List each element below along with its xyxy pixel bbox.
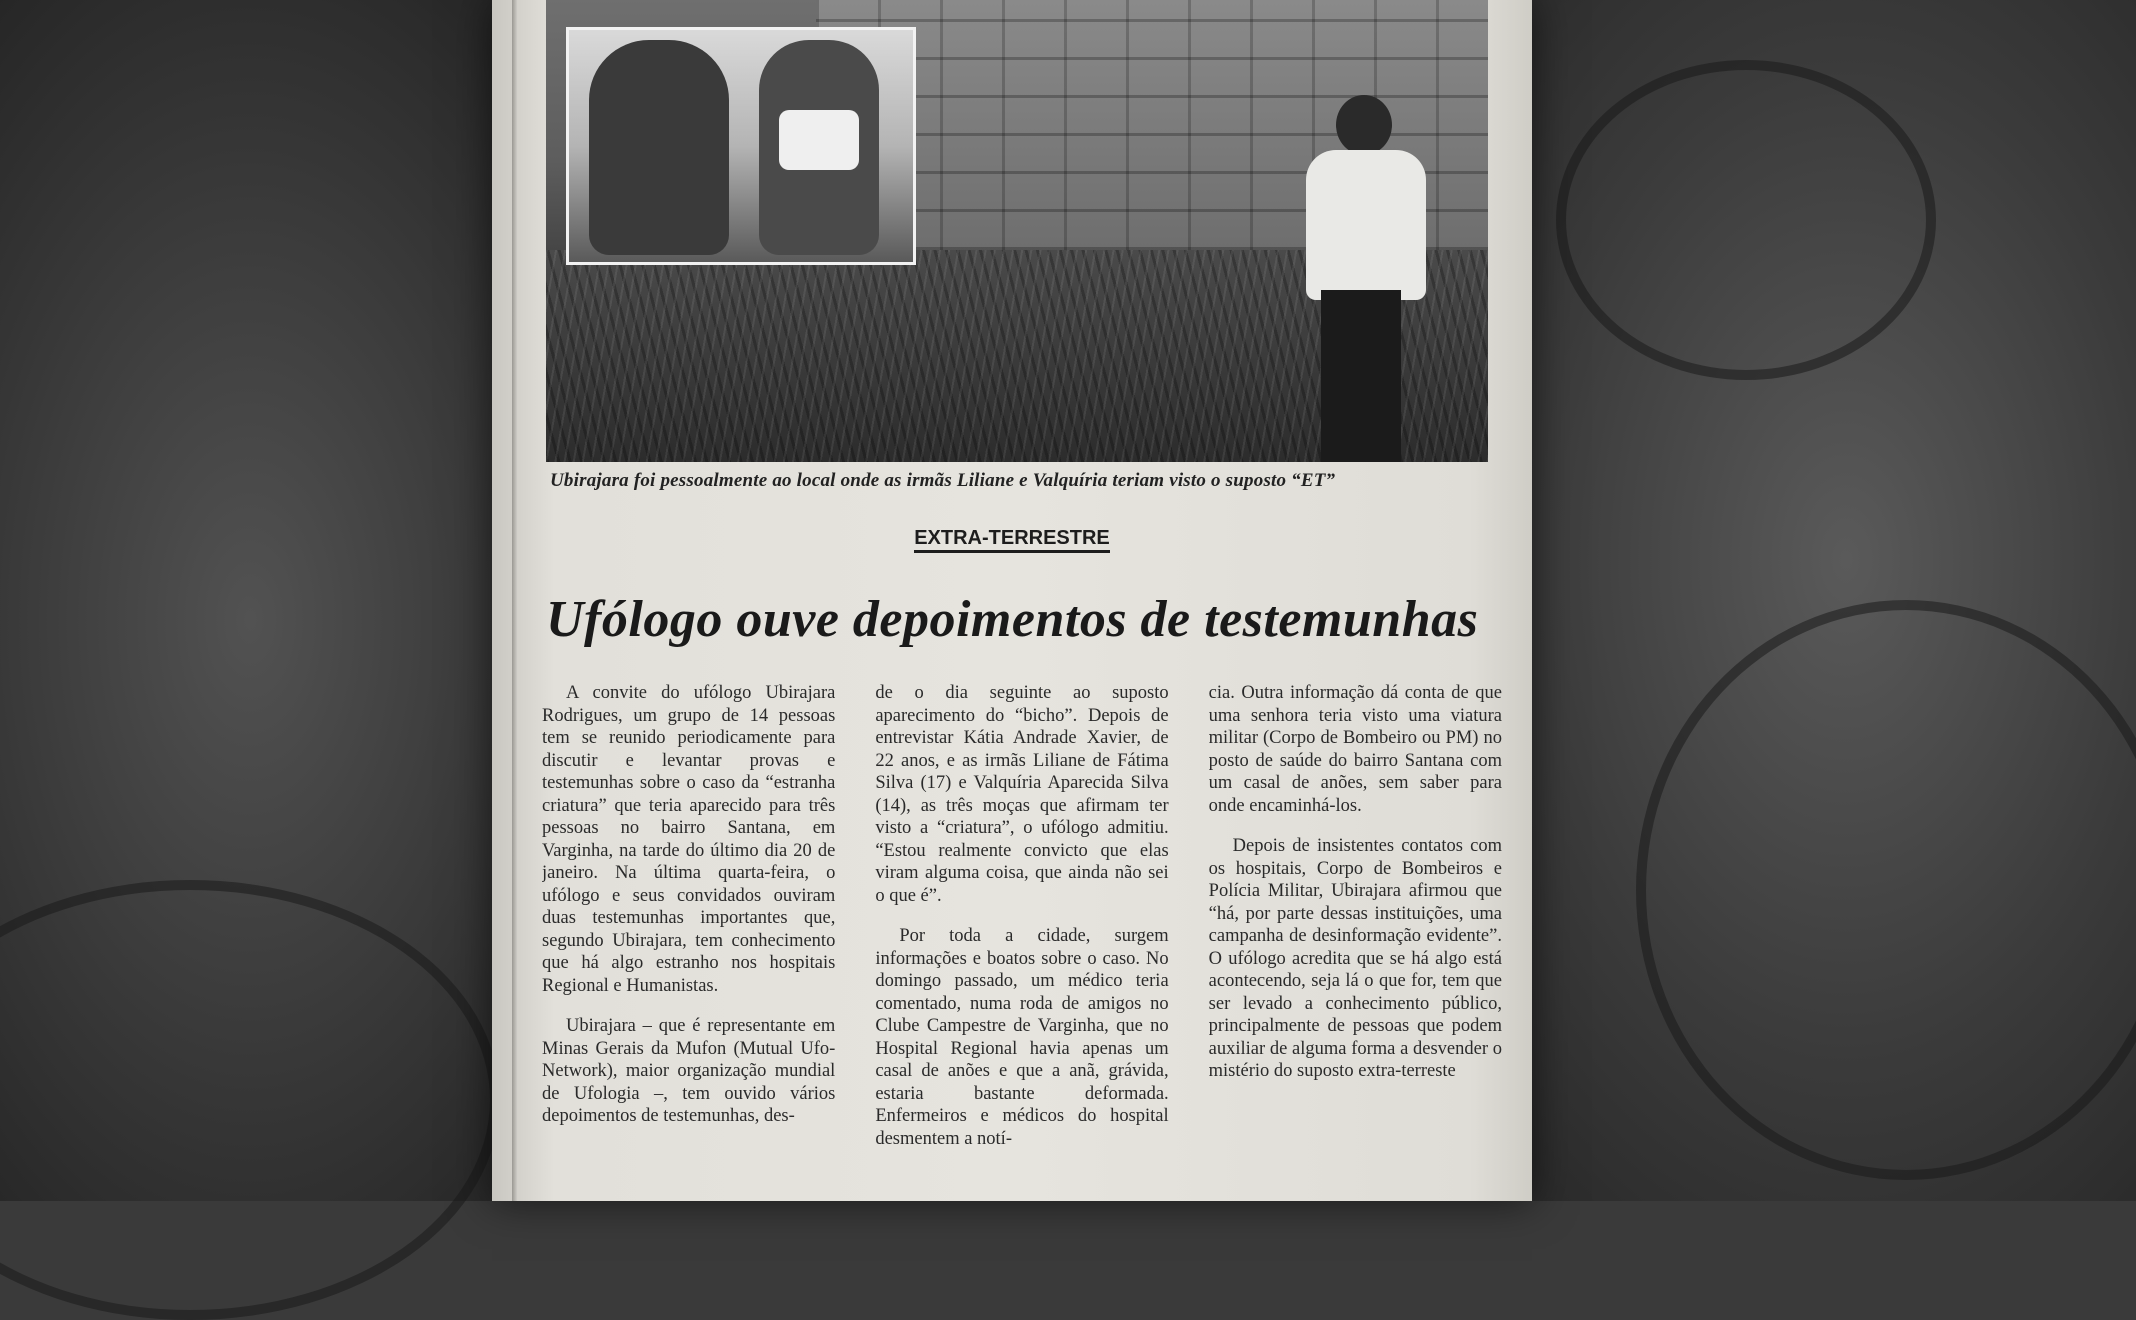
- article-column-3: [1209, 682, 1502, 1201]
- girl-left: [589, 40, 729, 255]
- paragraph: Ubirajara – que é representante em Minas Gerais da Mufon (Mutual Ufo-Network), maior organização mundial de Ufologia –, tem ouvido vários depoimentos de testemunhas, des-: [542, 1016, 836, 1126]
- kicker-label: EXTRA-TERRESTRE: [914, 527, 1110, 553]
- paragraph: Por toda a cidade, surgem informações e boatos sobre o caso. No domingo passado, um médico teria comentado, numa roda de amigos no Clube Campestre de Varginha, que no Hospital Regional havia apenas um casal de anões e que a anã, grávida, estaria bastante deformada. Enfermeiros e médicos do hospital desmentem a notí-: [875, 926, 1169, 1149]
- carpet-swirl: [1556, 60, 1936, 380]
- man-head: [1336, 95, 1392, 155]
- article-column-2: [875, 682, 1168, 1201]
- article-headline: Ufólogo ouve depoimentos de testemunhas: [546, 591, 1479, 648]
- article-body: [542, 682, 1502, 1201]
- inset-photo-sisters: [566, 27, 916, 265]
- paragraph: cia. Outra informação dá conta de que uma senhora teria visto uma viatura militar (Corpo de Bombeiro ou PM) no posto de saúde do bairro Santana com um casal de anões, sem saber para onde encaminhá-los.: [1208, 683, 1502, 816]
- man-legs: [1321, 290, 1401, 462]
- carpet-swirl: [1636, 600, 2136, 1180]
- news-photo: [546, 0, 1488, 462]
- carpet-swirl: [0, 880, 500, 1320]
- paragraph: de o dia seguinte ao suposto aparecimento do “bicho”. Depois de entrevistar Kátia Andrade Xavier, de 22 anos, e as irmãs Liliane de Fátima Silva (17) e Valquíria Aparecida Silva (14), as três moças que afirmam ter visto a “criatura”, o ufólogo admitiu. “Estou realmente convicto que elas viram alguma coisa, que ainda não sei o que é”.: [875, 683, 1169, 906]
- girl-right-top: [779, 110, 859, 170]
- photo-caption: Ubirajara foi pessoalmente ao local onde as irmãs Liliane e Valquíria teriam visto o suposto “ET”: [550, 470, 1336, 491]
- paragraph: Depois de insistentes contatos com os hospitais, Corpo de Bombeiros e Polícia Militar, Ubirajara afirmou que “há, por parte dessas instituições, uma campanha de desinformação evidente”. O ufólogo acredita que se há algo está acontecendo, seja lá o que for, tem que ser levado a conhecimento público, principalmente de pessoas que podem auxiliar de alguma forma a desvender o mistério do suposto extra-terreste: [1208, 836, 1502, 1081]
- background-right-blur: [1516, 0, 2136, 1201]
- man-white-shirt: [1306, 150, 1426, 300]
- paragraph: A convite do ufólogo Ubirajara Rodrigues, um grupo de 14 pessoas tem se reunido periodicamente para discutir e levantar provas e testemunhas sobre o caso da “estranha criatura” que teria aparecido para três pessoas no bairro Santana, em Varginha, na tarde do último dia 20 de janeiro. Na última quarta-feira, o ufólogo e seus convidados ouviram duas testemunhas importantes que, segundo Ubirajara, tem conhecimento que há algo estranho nos hospitais Regional e Humanistas.: [542, 683, 836, 996]
- background-left-blur: [0, 0, 520, 1201]
- newspaper-clipping: [492, 0, 1532, 1201]
- section-kicker: [492, 527, 1532, 550]
- page-fold: [512, 0, 518, 1201]
- article-column-1: [542, 682, 835, 1201]
